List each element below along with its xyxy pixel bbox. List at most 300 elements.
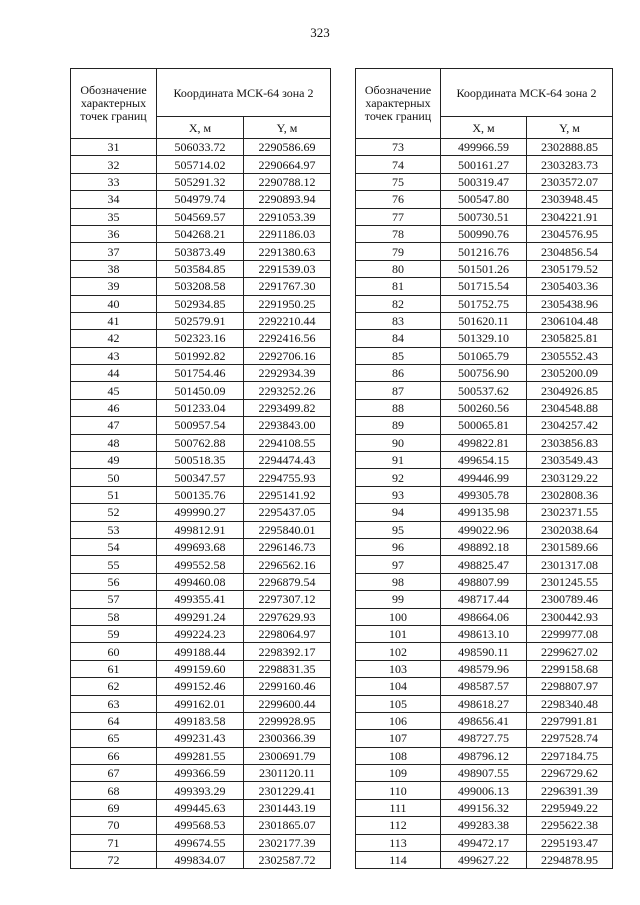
table-row	[356, 191, 613, 208]
table-row	[71, 712, 331, 729]
page-number: 323	[310, 25, 330, 40]
point-number-cell: 92	[356, 469, 441, 486]
table-row	[71, 799, 331, 816]
point-number-cell: 96	[356, 538, 441, 555]
point-number-cell: 74	[356, 156, 441, 173]
y-coordinate-cell: 2296562.16	[244, 556, 331, 573]
y-coordinate-cell: 2298064.97	[244, 625, 331, 642]
table-row	[71, 330, 331, 347]
y-coordinate-cell: 2290664.97	[244, 156, 331, 173]
x-coordinate-cell: 499693.68	[157, 538, 244, 555]
y-coordinate-cell: 2304926.85	[527, 382, 613, 399]
table-row	[356, 834, 613, 851]
y-coordinate-cell: 2292934.39	[244, 365, 331, 382]
point-number-cell: 110	[356, 782, 441, 799]
x-coordinate-cell: 499355.41	[157, 591, 244, 608]
x-coordinate-cell: 498807.99	[441, 573, 527, 590]
point-number-cell: 101	[356, 625, 441, 642]
y-coordinate-cell: 2302808.36	[527, 486, 613, 503]
y-coordinate-cell: 2299600.44	[244, 695, 331, 712]
x-coordinate-cell: 500518.35	[157, 452, 244, 469]
y-coordinate-cell: 2304576.95	[527, 225, 613, 242]
x-coordinate-cell: 499281.55	[157, 747, 244, 764]
point-number-cell: 100	[356, 608, 441, 625]
table-row	[71, 208, 331, 225]
table-row	[356, 225, 613, 242]
y-coordinate-cell: 2300366.39	[244, 730, 331, 747]
point-number-cell: 43	[71, 347, 157, 364]
point-number-cell: 70	[71, 817, 157, 834]
y-coordinate-cell: 2300789.46	[527, 591, 613, 608]
table-row	[356, 643, 613, 660]
x-coordinate-cell: 499162.01	[157, 695, 244, 712]
table-row	[71, 521, 331, 538]
y-coordinate-cell: 2299158.68	[527, 660, 613, 677]
y-coordinate-cell: 2291539.03	[244, 260, 331, 277]
point-number-cell: 98	[356, 573, 441, 590]
y-coordinate-cell: 2301245.55	[527, 573, 613, 590]
y-coordinate-cell: 2304548.88	[527, 399, 613, 416]
x-coordinate-cell: 499291.24	[157, 608, 244, 625]
y-coordinate-cell: 2291053.39	[244, 208, 331, 225]
x-coordinate-cell: 501501.26	[441, 260, 527, 277]
table-row	[71, 434, 331, 451]
table-row	[71, 312, 331, 329]
table-row	[71, 486, 331, 503]
y-coordinate-cell: 2293252.26	[244, 382, 331, 399]
point-number-cell: 107	[356, 730, 441, 747]
x-coordinate-cell: 499822.81	[441, 434, 527, 451]
y-coordinate-cell: 2301229.41	[244, 782, 331, 799]
point-number-cell: 93	[356, 486, 441, 503]
header-y: Y, м	[244, 117, 331, 139]
table-row	[71, 573, 331, 590]
y-coordinate-cell: 2298392.17	[244, 643, 331, 660]
table-row	[356, 817, 613, 834]
point-number-cell: 62	[71, 678, 157, 695]
y-coordinate-cell: 2294878.95	[527, 852, 613, 869]
point-number-cell: 65	[71, 730, 157, 747]
table-row	[356, 417, 613, 434]
table-row	[71, 782, 331, 799]
point-number-cell: 102	[356, 643, 441, 660]
y-coordinate-cell: 2303549.43	[527, 452, 613, 469]
header-x: X, м	[157, 117, 244, 139]
point-number-cell: 69	[71, 799, 157, 816]
x-coordinate-cell: 499834.07	[157, 852, 244, 869]
point-number-cell: 46	[71, 399, 157, 416]
x-coordinate-cell: 498664.06	[441, 608, 527, 625]
table-row	[71, 225, 331, 242]
x-coordinate-cell: 501233.04	[157, 399, 244, 416]
y-coordinate-cell: 2295193.47	[527, 834, 613, 851]
y-coordinate-cell: 2296879.54	[244, 573, 331, 590]
y-coordinate-cell: 2297307.12	[244, 591, 331, 608]
table-row	[71, 747, 331, 764]
table-row	[71, 365, 331, 382]
header-coordinate-group: Координата МСК-64 зона 2	[157, 69, 331, 117]
y-coordinate-cell: 2302177.39	[244, 834, 331, 851]
x-coordinate-cell: 499283.38	[441, 817, 527, 834]
table-row	[71, 295, 331, 312]
table-row	[71, 852, 331, 869]
table-row	[356, 312, 613, 329]
point-number-cell: 71	[71, 834, 157, 851]
x-coordinate-cell: 499188.44	[157, 643, 244, 660]
table-row	[356, 156, 613, 173]
x-coordinate-cell: 499152.46	[157, 678, 244, 695]
y-coordinate-cell: 2292416.56	[244, 330, 331, 347]
y-coordinate-cell: 2297528.74	[527, 730, 613, 747]
y-coordinate-cell: 2295141.92	[244, 486, 331, 503]
point-number-cell: 59	[71, 625, 157, 642]
table-row	[71, 139, 331, 156]
point-number-cell: 113	[356, 834, 441, 851]
x-coordinate-cell: 499393.29	[157, 782, 244, 799]
y-coordinate-cell: 2292210.44	[244, 312, 331, 329]
y-coordinate-cell: 2304257.42	[527, 417, 613, 434]
table-row	[356, 504, 613, 521]
point-number-cell: 104	[356, 678, 441, 695]
coordinates-table-left	[70, 68, 331, 869]
x-coordinate-cell: 498727.75	[441, 730, 527, 747]
y-coordinate-cell: 2292706.16	[244, 347, 331, 364]
table-row	[356, 556, 613, 573]
x-coordinate-cell: 498587.57	[441, 678, 527, 695]
x-coordinate-cell: 499445.63	[157, 799, 244, 816]
x-coordinate-cell: 499183.58	[157, 712, 244, 729]
y-coordinate-cell: 2291950.25	[244, 295, 331, 312]
table-row	[356, 521, 613, 538]
y-coordinate-cell: 2305438.96	[527, 295, 613, 312]
y-coordinate-cell: 2301865.07	[244, 817, 331, 834]
table-row	[356, 452, 613, 469]
y-coordinate-cell: 2302888.85	[527, 139, 613, 156]
point-number-cell: 47	[71, 417, 157, 434]
table-row	[356, 538, 613, 555]
y-coordinate-cell: 2304856.54	[527, 243, 613, 260]
y-coordinate-cell: 2301589.66	[527, 538, 613, 555]
table-row	[356, 765, 613, 782]
header-y: Y, м	[527, 117, 613, 139]
table-row	[71, 608, 331, 625]
table-row	[71, 556, 331, 573]
x-coordinate-cell: 500135.76	[157, 486, 244, 503]
y-coordinate-cell: 2305403.36	[527, 278, 613, 295]
point-number-cell: 31	[71, 139, 157, 156]
y-coordinate-cell: 2290788.12	[244, 173, 331, 190]
x-coordinate-cell: 500260.56	[441, 399, 527, 416]
y-coordinate-cell: 2296146.73	[244, 538, 331, 555]
y-coordinate-cell: 2303856.83	[527, 434, 613, 451]
x-coordinate-cell: 498618.27	[441, 695, 527, 712]
point-number-cell: 85	[356, 347, 441, 364]
point-number-cell: 90	[356, 434, 441, 451]
point-number-cell: 52	[71, 504, 157, 521]
y-coordinate-cell: 2291186.03	[244, 225, 331, 242]
table-row	[356, 295, 613, 312]
y-coordinate-cell: 2297184.75	[527, 747, 613, 764]
point-number-cell: 51	[71, 486, 157, 503]
y-coordinate-cell: 2295622.38	[527, 817, 613, 834]
x-coordinate-cell: 499472.17	[441, 834, 527, 851]
y-coordinate-cell: 2298807.97	[527, 678, 613, 695]
x-coordinate-cell: 498656.41	[441, 712, 527, 729]
y-coordinate-cell: 2290586.69	[244, 139, 331, 156]
x-coordinate-cell: 500161.27	[441, 156, 527, 173]
x-coordinate-cell: 499305.78	[441, 486, 527, 503]
table-row	[356, 573, 613, 590]
point-number-cell: 54	[71, 538, 157, 555]
y-coordinate-cell: 2304221.91	[527, 208, 613, 225]
y-coordinate-cell: 2299160.46	[244, 678, 331, 695]
x-coordinate-cell: 499460.08	[157, 573, 244, 590]
x-coordinate-cell: 500762.88	[157, 434, 244, 451]
header-point-designation: Обозначение характерных точек границ	[71, 69, 157, 139]
table-row	[356, 173, 613, 190]
x-coordinate-cell: 500957.54	[157, 417, 244, 434]
point-number-cell: 63	[71, 695, 157, 712]
x-coordinate-cell: 501992.82	[157, 347, 244, 364]
x-coordinate-cell: 500990.76	[441, 225, 527, 242]
y-coordinate-cell: 2299928.95	[244, 712, 331, 729]
table-row	[356, 330, 613, 347]
point-number-cell: 61	[71, 660, 157, 677]
x-coordinate-cell: 499366.59	[157, 765, 244, 782]
header-x: X, м	[441, 117, 527, 139]
table-row	[356, 365, 613, 382]
table-row	[356, 347, 613, 364]
x-coordinate-cell: 499654.15	[441, 452, 527, 469]
x-coordinate-cell: 499627.22	[441, 852, 527, 869]
table-row	[356, 243, 613, 260]
y-coordinate-cell: 2303572.07	[527, 173, 613, 190]
header-point-designation: Обозначение характерных точек границ	[356, 69, 441, 139]
y-coordinate-cell: 2305179.52	[527, 260, 613, 277]
x-coordinate-cell: 498907.55	[441, 765, 527, 782]
table-row	[71, 504, 331, 521]
point-number-cell: 86	[356, 365, 441, 382]
table-row	[71, 625, 331, 642]
point-number-cell: 33	[71, 173, 157, 190]
table-row	[356, 608, 613, 625]
x-coordinate-cell: 501216.76	[441, 243, 527, 260]
table-row	[356, 678, 613, 695]
y-coordinate-cell: 2298340.48	[527, 695, 613, 712]
table-row	[356, 208, 613, 225]
table-row	[71, 591, 331, 608]
table-row	[71, 347, 331, 364]
y-coordinate-cell: 2295949.22	[527, 799, 613, 816]
y-coordinate-cell: 2294474.43	[244, 452, 331, 469]
table-row	[356, 695, 613, 712]
table-row	[71, 695, 331, 712]
y-coordinate-cell: 2302371.55	[527, 504, 613, 521]
point-number-cell: 49	[71, 452, 157, 469]
point-number-cell: 114	[356, 852, 441, 869]
y-coordinate-cell: 2297629.93	[244, 608, 331, 625]
table-row	[356, 139, 613, 156]
x-coordinate-cell: 500547.80	[441, 191, 527, 208]
point-number-cell: 106	[356, 712, 441, 729]
point-number-cell: 111	[356, 799, 441, 816]
table-row	[71, 260, 331, 277]
x-coordinate-cell: 499006.13	[441, 782, 527, 799]
point-number-cell: 72	[71, 852, 157, 869]
x-coordinate-cell: 499156.32	[441, 799, 527, 816]
y-coordinate-cell: 2295437.05	[244, 504, 331, 521]
point-number-cell: 77	[356, 208, 441, 225]
point-number-cell: 108	[356, 747, 441, 764]
table-row	[356, 730, 613, 747]
header-coordinate-group: Координата МСК-64 зона 2	[441, 69, 613, 117]
point-number-cell: 66	[71, 747, 157, 764]
point-number-cell: 91	[356, 452, 441, 469]
point-number-cell: 41	[71, 312, 157, 329]
point-number-cell: 57	[71, 591, 157, 608]
table-row	[356, 625, 613, 642]
x-coordinate-cell: 503584.85	[157, 260, 244, 277]
y-coordinate-cell: 2293499.82	[244, 399, 331, 416]
table-row	[71, 643, 331, 660]
point-number-cell: 34	[71, 191, 157, 208]
point-number-cell: 55	[71, 556, 157, 573]
point-number-cell: 53	[71, 521, 157, 538]
point-number-cell: 112	[356, 817, 441, 834]
table-row	[356, 660, 613, 677]
x-coordinate-cell: 498717.44	[441, 591, 527, 608]
table-row	[356, 712, 613, 729]
y-coordinate-cell: 2303283.73	[527, 156, 613, 173]
x-coordinate-cell: 504268.21	[157, 225, 244, 242]
y-coordinate-cell: 2291380.63	[244, 243, 331, 260]
y-coordinate-cell: 2293843.00	[244, 417, 331, 434]
y-coordinate-cell: 2306104.48	[527, 312, 613, 329]
table-row	[356, 399, 613, 416]
table-row	[356, 852, 613, 869]
x-coordinate-cell: 498590.11	[441, 643, 527, 660]
x-coordinate-cell: 501450.09	[157, 382, 244, 399]
point-number-cell: 87	[356, 382, 441, 399]
x-coordinate-cell: 498825.47	[441, 556, 527, 573]
x-coordinate-cell: 499446.99	[441, 469, 527, 486]
point-number-cell: 44	[71, 365, 157, 382]
table-row	[356, 799, 613, 816]
y-coordinate-cell: 2301120.11	[244, 765, 331, 782]
table-row	[71, 278, 331, 295]
y-coordinate-cell: 2302587.72	[244, 852, 331, 869]
point-number-cell: 39	[71, 278, 157, 295]
x-coordinate-cell: 500537.62	[441, 382, 527, 399]
point-number-cell: 50	[71, 469, 157, 486]
table-row	[71, 660, 331, 677]
point-number-cell: 79	[356, 243, 441, 260]
x-coordinate-cell: 501752.75	[441, 295, 527, 312]
y-coordinate-cell: 2300442.93	[527, 608, 613, 625]
coordinates-table-right	[355, 68, 613, 869]
table-row	[71, 399, 331, 416]
x-coordinate-cell: 499135.98	[441, 504, 527, 521]
x-coordinate-cell: 498579.96	[441, 660, 527, 677]
point-number-cell: 56	[71, 573, 157, 590]
point-number-cell: 76	[356, 191, 441, 208]
point-number-cell: 88	[356, 399, 441, 416]
x-coordinate-cell: 501754.46	[157, 365, 244, 382]
table-row	[71, 730, 331, 747]
x-coordinate-cell: 501065.79	[441, 347, 527, 364]
y-coordinate-cell: 2301317.08	[527, 556, 613, 573]
x-coordinate-cell: 498796.12	[441, 747, 527, 764]
table-row	[71, 678, 331, 695]
table-row	[71, 765, 331, 782]
y-coordinate-cell: 2294108.55	[244, 434, 331, 451]
table-row	[71, 452, 331, 469]
x-coordinate-cell: 498613.10	[441, 625, 527, 642]
point-number-cell: 94	[356, 504, 441, 521]
table-row	[356, 382, 613, 399]
table-row	[356, 278, 613, 295]
point-number-cell: 81	[356, 278, 441, 295]
y-coordinate-cell: 2302038.64	[527, 521, 613, 538]
x-coordinate-cell: 499674.55	[157, 834, 244, 851]
table-row	[356, 486, 613, 503]
point-number-cell: 35	[71, 208, 157, 225]
point-number-cell: 103	[356, 660, 441, 677]
point-number-cell: 45	[71, 382, 157, 399]
point-number-cell: 83	[356, 312, 441, 329]
point-number-cell: 58	[71, 608, 157, 625]
point-number-cell: 75	[356, 173, 441, 190]
table-row	[71, 173, 331, 190]
point-number-cell: 60	[71, 643, 157, 660]
y-coordinate-cell: 2300691.79	[244, 747, 331, 764]
point-number-cell: 38	[71, 260, 157, 277]
point-number-cell: 95	[356, 521, 441, 538]
point-number-cell: 64	[71, 712, 157, 729]
x-coordinate-cell: 500065.81	[441, 417, 527, 434]
x-coordinate-cell: 500347.57	[157, 469, 244, 486]
x-coordinate-cell: 500756.90	[441, 365, 527, 382]
table-row	[356, 260, 613, 277]
y-coordinate-cell: 2305552.43	[527, 347, 613, 364]
point-number-cell: 42	[71, 330, 157, 347]
x-coordinate-cell: 504569.57	[157, 208, 244, 225]
table-row	[71, 817, 331, 834]
table-row	[71, 834, 331, 851]
x-coordinate-cell: 499812.91	[157, 521, 244, 538]
table-row	[71, 382, 331, 399]
point-number-cell: 48	[71, 434, 157, 451]
point-number-cell: 32	[71, 156, 157, 173]
x-coordinate-cell: 502323.16	[157, 330, 244, 347]
table-row	[356, 434, 613, 451]
y-coordinate-cell: 2303129.22	[527, 469, 613, 486]
point-number-cell: 97	[356, 556, 441, 573]
x-coordinate-cell: 499568.53	[157, 817, 244, 834]
x-coordinate-cell: 505291.32	[157, 173, 244, 190]
y-coordinate-cell: 2301443.19	[244, 799, 331, 816]
x-coordinate-cell: 499231.43	[157, 730, 244, 747]
y-coordinate-cell: 2296729.62	[527, 765, 613, 782]
point-number-cell: 80	[356, 260, 441, 277]
point-number-cell: 89	[356, 417, 441, 434]
point-number-cell: 67	[71, 765, 157, 782]
table-row	[356, 782, 613, 799]
x-coordinate-cell: 500730.51	[441, 208, 527, 225]
point-number-cell: 78	[356, 225, 441, 242]
x-coordinate-cell: 499159.60	[157, 660, 244, 677]
point-number-cell: 37	[71, 243, 157, 260]
